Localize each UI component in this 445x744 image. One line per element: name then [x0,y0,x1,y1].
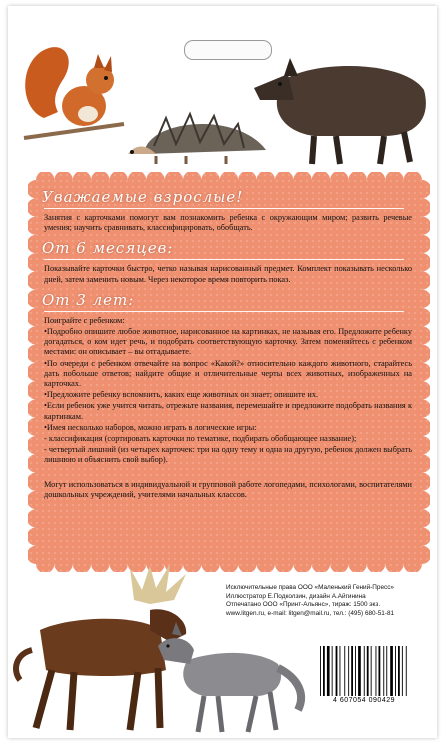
bullet-item: •Если ребенок уже учится читать, отрежьте названия, перемешайте и предложите подобрать названия к картинкам. [44,401,412,421]
bullet-item: •Предложите ребенку вспомнить, каких еще животных он знает; опишите их. [44,390,319,400]
barcode-number: 4 607054 090429 [333,697,395,704]
heading-6-months: От 6 месяцев: [42,239,174,258]
card-back [8,6,437,738]
paragraph: Показывайте карточки быстро, четко называя нарисованный предмет. Комплект показывать несколько дней, затем заменить новым. Через некоторое время повторить показ. [44,264,412,284]
squirrel-illustration [14,28,134,148]
heading-3-years: От 3 лет: [42,290,135,309]
wild-boar-illustration [254,40,434,170]
bullet-item: - классификация (сортировать карточки по тематике, подбирать обобщающее название); [44,434,357,444]
contacts-line: www.litgen.ru, e-mail: litgen@mail.ru, тел.: (495) 680-51-81 [226,609,395,617]
bullet-item: •По очереди с ребенком отвечайте на вопрос «Какой?» относительно каждого животного, старайтесь дать побольше ответов; найдите общие и отличительные черты всех животных, изображенных на карточках. [44,358,412,389]
heading-rule [44,259,404,260]
instructions-panel [28,172,430,572]
paragraph-usage: Могут использоваться в индивидуальной и групповой работе логопедами, психологами, воспитателями дошкольных учреждений, учителями начальных классов. [44,479,412,499]
bullet-item: - четвертый лишний (из четырех карточек: три на одну тему и одна на другую, ребенок должен выбрать лишнюю и объяснить свой выбор). [44,445,412,465]
heading-rule [44,311,404,312]
barcode-bars [320,646,408,696]
bullet-item: •Имея несколько наборов, можно играть в логические игры: [44,422,257,432]
rights-line: Исключительные права ООО «Маленький Гений-Пресс» [226,584,394,591]
heading-rule [44,208,404,209]
heading-adults: Уважаемые взрослые! [42,188,244,206]
bullet-item: •Подробно опишите любое животное, нарисованное на картинках, не называя его. Предложите ребенку догадаться, о ком идет речь, и подобрать соответствующую карточку. Затем поменяйтесь с ребенком местами: он описывает – вы отгадываете. [44,327,412,357]
illustrator-line: Иллюстратор Е.Подколзин, дизайн А.Айгинина [226,592,366,600]
wolf-illustration [148,620,308,738]
instructions-text [44,188,412,506]
paragraph: Поиграйте с ребенком: [44,315,125,325]
paragraph: Занятия с карточками помогут вам познакомить ребенка с окружающим миром; развить речевые умения; научить сравнивать, классифицировать, обобщать. [44,213,412,233]
publisher-info [226,584,436,618]
barcode [314,646,414,708]
printing-line: Отпечатано ООО «Принт-Альянс», тираж: 1500 экз. [226,601,381,608]
